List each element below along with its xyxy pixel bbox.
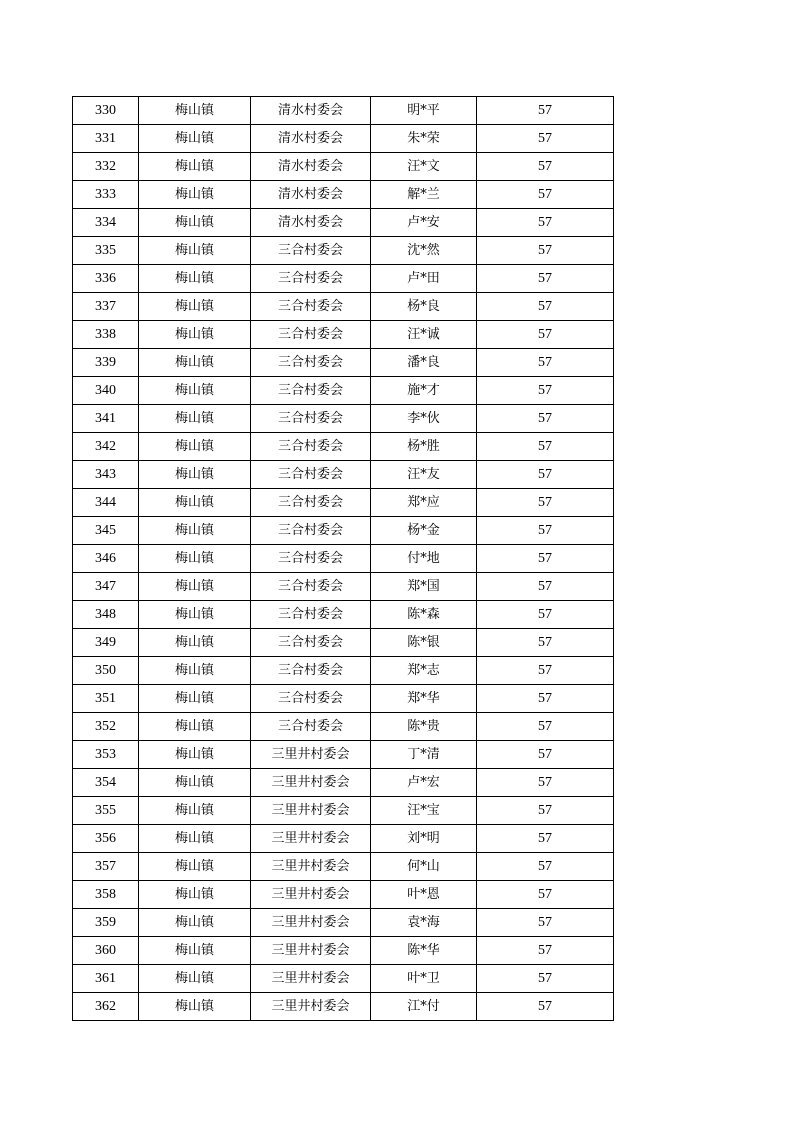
village-committee-cell: 三里井村委会 [251,881,371,909]
row-number-cell: 353 [73,741,139,769]
amount-cell: 57 [477,685,614,713]
person-name-cell: 袁*海 [371,909,477,937]
amount-cell: 57 [477,97,614,125]
table-row [73,209,614,237]
person-name-cell: 施*才 [371,377,477,405]
town-cell: 梅山镇 [139,993,251,1021]
village-committee-cell: 三里井村委会 [251,825,371,853]
person-name-cell: 叶*卫 [371,965,477,993]
row-number-cell: 356 [73,825,139,853]
town-cell: 梅山镇 [139,825,251,853]
amount-cell: 57 [477,433,614,461]
row-number-cell: 359 [73,909,139,937]
table-row [73,825,614,853]
row-number-cell: 362 [73,993,139,1021]
row-number-cell: 343 [73,461,139,489]
town-cell: 梅山镇 [139,601,251,629]
person-name-cell: 陈*贵 [371,713,477,741]
amount-cell: 57 [477,909,614,937]
table-row [73,293,614,321]
town-cell: 梅山镇 [139,769,251,797]
row-number-cell: 344 [73,489,139,517]
row-number-cell: 358 [73,881,139,909]
row-number-cell: 345 [73,517,139,545]
row-number-cell: 333 [73,181,139,209]
person-name-cell: 汪*文 [371,153,477,181]
village-committee-cell: 三合村委会 [251,489,371,517]
amount-cell: 57 [477,993,614,1021]
row-number-cell: 341 [73,405,139,433]
amount-cell: 57 [477,377,614,405]
table-row [73,741,614,769]
row-number-cell: 351 [73,685,139,713]
amount-cell: 57 [477,489,614,517]
amount-cell: 57 [477,797,614,825]
amount-cell: 57 [477,629,614,657]
table-row [73,629,614,657]
table-row [73,377,614,405]
amount-cell: 57 [477,461,614,489]
village-committee-cell: 三里井村委会 [251,909,371,937]
table-row [73,713,614,741]
town-cell: 梅山镇 [139,797,251,825]
table-row [73,237,614,265]
table-row [73,153,614,181]
row-number-cell: 338 [73,321,139,349]
person-name-cell: 汪*诚 [371,321,477,349]
village-committee-cell: 三合村委会 [251,433,371,461]
person-name-cell: 卢*宏 [371,769,477,797]
village-committee-cell: 三里井村委会 [251,769,371,797]
person-name-cell: 陈*银 [371,629,477,657]
table-row [73,685,614,713]
row-number-cell: 335 [73,237,139,265]
town-cell: 梅山镇 [139,349,251,377]
person-name-cell: 潘*良 [371,349,477,377]
amount-cell: 57 [477,965,614,993]
row-number-cell: 336 [73,265,139,293]
row-number-cell: 342 [73,433,139,461]
amount-cell: 57 [477,405,614,433]
person-name-cell: 杨*良 [371,293,477,321]
amount-cell: 57 [477,209,614,237]
amount-cell: 57 [477,545,614,573]
town-cell: 梅山镇 [139,657,251,685]
table-row [73,433,614,461]
village-committee-cell: 三合村委会 [251,377,371,405]
village-committee-cell: 清水村委会 [251,125,371,153]
amount-cell: 57 [477,713,614,741]
table-row [73,125,614,153]
row-number-cell: 357 [73,853,139,881]
amount-cell: 57 [477,237,614,265]
village-committee-cell: 三合村委会 [251,657,371,685]
town-cell: 梅山镇 [139,461,251,489]
row-number-cell: 339 [73,349,139,377]
table-row [73,797,614,825]
person-name-cell: 陈*森 [371,601,477,629]
person-name-cell: 叶*恩 [371,881,477,909]
town-cell: 梅山镇 [139,517,251,545]
table-row [73,769,614,797]
village-committee-cell: 三合村委会 [251,237,371,265]
village-committee-cell: 三合村委会 [251,321,371,349]
person-name-cell: 何*山 [371,853,477,881]
person-name-cell: 李*伙 [371,405,477,433]
row-number-cell: 337 [73,293,139,321]
row-number-cell: 330 [73,97,139,125]
town-cell: 梅山镇 [139,125,251,153]
amount-cell: 57 [477,741,614,769]
table-row [73,993,614,1021]
row-number-cell: 360 [73,937,139,965]
person-name-cell: 丁*清 [371,741,477,769]
row-number-cell: 347 [73,573,139,601]
person-name-cell: 卢*田 [371,265,477,293]
amount-cell: 57 [477,293,614,321]
row-number-cell: 352 [73,713,139,741]
table-row [73,265,614,293]
person-name-cell: 刘*明 [371,825,477,853]
amount-cell: 57 [477,181,614,209]
person-name-cell: 郑*国 [371,573,477,601]
table-row [73,909,614,937]
town-cell: 梅山镇 [139,237,251,265]
village-committee-cell: 三里井村委会 [251,853,371,881]
amount-cell: 57 [477,881,614,909]
town-cell: 梅山镇 [139,629,251,657]
town-cell: 梅山镇 [139,377,251,405]
row-number-cell: 340 [73,377,139,405]
row-number-cell: 355 [73,797,139,825]
person-name-cell: 汪*友 [371,461,477,489]
village-committee-cell: 三合村委会 [251,517,371,545]
person-name-cell: 汪*宝 [371,797,477,825]
person-name-cell: 沈*然 [371,237,477,265]
village-committee-cell: 三合村委会 [251,573,371,601]
town-cell: 梅山镇 [139,265,251,293]
table-row [73,489,614,517]
table-row [73,657,614,685]
town-cell: 梅山镇 [139,209,251,237]
town-cell: 梅山镇 [139,909,251,937]
table-body [73,97,614,1021]
town-cell: 梅山镇 [139,433,251,461]
village-committee-cell: 清水村委会 [251,97,371,125]
village-committee-cell: 三合村委会 [251,293,371,321]
person-name-cell: 明*平 [371,97,477,125]
row-number-cell: 346 [73,545,139,573]
table-row [73,965,614,993]
person-name-cell: 郑*志 [371,657,477,685]
amount-cell: 57 [477,125,614,153]
town-cell: 梅山镇 [139,97,251,125]
amount-cell: 57 [477,321,614,349]
town-cell: 梅山镇 [139,741,251,769]
amount-cell: 57 [477,573,614,601]
town-cell: 梅山镇 [139,881,251,909]
village-committee-cell: 三合村委会 [251,349,371,377]
table-row [73,517,614,545]
table-row [73,181,614,209]
amount-cell: 57 [477,265,614,293]
table-row [73,349,614,377]
village-committee-cell: 三合村委会 [251,629,371,657]
amount-cell: 57 [477,769,614,797]
town-cell: 梅山镇 [139,405,251,433]
row-number-cell: 348 [73,601,139,629]
village-committee-cell: 三里井村委会 [251,797,371,825]
amount-cell: 57 [477,657,614,685]
person-name-cell: 郑*华 [371,685,477,713]
person-name-cell: 朱*荣 [371,125,477,153]
town-cell: 梅山镇 [139,937,251,965]
person-name-cell: 陈*华 [371,937,477,965]
village-committee-cell: 三合村委会 [251,461,371,489]
amount-cell: 57 [477,937,614,965]
table-row [73,97,614,125]
village-committee-cell: 清水村委会 [251,153,371,181]
amount-cell: 57 [477,601,614,629]
village-committee-cell: 三合村委会 [251,601,371,629]
person-name-cell: 杨*金 [371,517,477,545]
village-committee-cell: 三合村委会 [251,265,371,293]
row-number-cell: 332 [73,153,139,181]
town-cell: 梅山镇 [139,545,251,573]
village-committee-cell: 三合村委会 [251,405,371,433]
village-committee-cell: 三合村委会 [251,713,371,741]
amount-cell: 57 [477,825,614,853]
town-cell: 梅山镇 [139,965,251,993]
person-name-cell: 江*付 [371,993,477,1021]
town-cell: 梅山镇 [139,321,251,349]
town-cell: 梅山镇 [139,713,251,741]
village-committee-cell: 三里井村委会 [251,741,371,769]
person-name-cell: 卢*安 [371,209,477,237]
table-row [73,937,614,965]
person-name-cell: 解*兰 [371,181,477,209]
amount-cell: 57 [477,517,614,545]
amount-cell: 57 [477,853,614,881]
table-row [73,573,614,601]
table-row [73,881,614,909]
town-cell: 梅山镇 [139,853,251,881]
row-number-cell: 331 [73,125,139,153]
village-committee-cell: 三里井村委会 [251,965,371,993]
town-cell: 梅山镇 [139,293,251,321]
village-committee-cell: 三合村委会 [251,545,371,573]
row-number-cell: 349 [73,629,139,657]
table-row [73,601,614,629]
amount-cell: 57 [477,153,614,181]
town-cell: 梅山镇 [139,685,251,713]
row-number-cell: 361 [73,965,139,993]
table-row [73,321,614,349]
village-committee-cell: 清水村委会 [251,181,371,209]
village-committee-cell: 三里井村委会 [251,937,371,965]
village-committee-cell: 三合村委会 [251,685,371,713]
table-row [73,545,614,573]
table-row [73,461,614,489]
town-cell: 梅山镇 [139,181,251,209]
row-number-cell: 350 [73,657,139,685]
person-name-cell: 郑*应 [371,489,477,517]
amount-cell: 57 [477,349,614,377]
village-committee-cell: 清水村委会 [251,209,371,237]
person-name-cell: 杨*胜 [371,433,477,461]
row-number-cell: 334 [73,209,139,237]
town-cell: 梅山镇 [139,489,251,517]
person-name-cell: 付*地 [371,545,477,573]
subsidy-list-table [72,96,614,1021]
town-cell: 梅山镇 [139,153,251,181]
village-committee-cell: 三里井村委会 [251,993,371,1021]
table-row [73,853,614,881]
town-cell: 梅山镇 [139,573,251,601]
row-number-cell: 354 [73,769,139,797]
table-row [73,405,614,433]
